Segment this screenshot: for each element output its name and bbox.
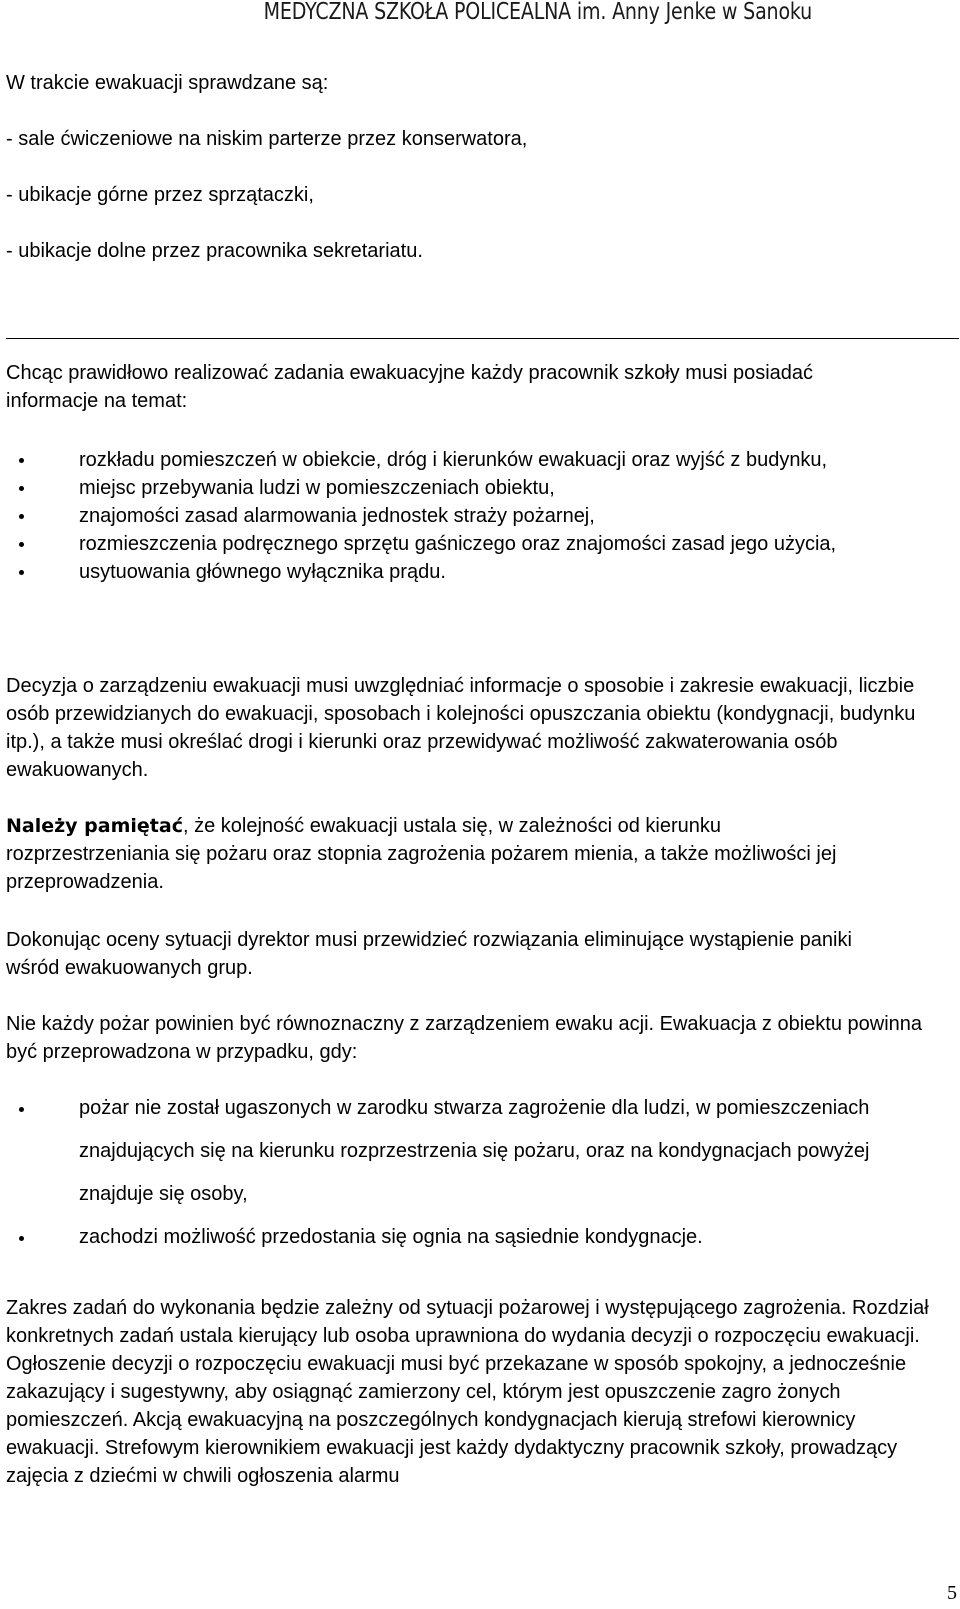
section1-item: - ubikacje górne przez sprzątaczki,	[6, 184, 314, 206]
remember-emphasis: Należy pamiętać	[6, 815, 183, 837]
remember-paragraph	[6, 812, 886, 896]
list-item: rozmieszczenia podręcznego sprzętu gaśniczego oraz znajomości zasad jego użycia,	[6, 530, 936, 558]
list-item: zachodzi możliwość przedostania się ognia na sąsiednie kondygnacje.	[6, 1216, 876, 1259]
list-item: miejsc przebywania ludzi w pomieszczeniach obiektu,	[6, 474, 936, 502]
section1-intro: W trakcie ewakuacji sprawdzane są:	[6, 72, 329, 94]
decision-paragraph: Decyzja o zarządzeniu ewakuacji musi uwzględniać informacje o sposobie i zakresie ewakuacji, liczbie osób przewidzianych do ewakuacji, sposobach i kolejności opuszczania obiektu (kondygnacji, budynku itp.), a także musi określać drogi i kierunki oraz przewidywać możliwość zakwaterowania osób ewakuowanych.	[6, 675, 916, 781]
section1-item: - sale ćwiczeniowe na niskim parterze przez konserwatora,	[6, 128, 528, 150]
not-every-fire-paragraph: Nie każdy pożar powinien być równoznaczny z zarządzeniem ewaku acji. Ewakuacja z obiektu powinna być przeprowadzona w przypadku, gdy:	[6, 1013, 923, 1063]
horizontal-divider	[6, 338, 959, 339]
list-item: znajomości zasad alarmowania jednostek straży pożarnej,	[6, 502, 936, 530]
section1-item: - ubikacje dolne przez pracownika sekretariatu.	[6, 240, 423, 262]
director-paragraph: Dokonując oceny sytuacji dyrektor musi przewidzieć rozwiązania eliminujące wystąpienie paniki wśród ewakuowanych grup.	[6, 929, 852, 979]
evacuation-cases-list	[6, 1087, 876, 1259]
list-item: usytuowania głównego wyłącznika prądu.	[6, 558, 936, 586]
page-header	[0, 0, 960, 30]
scope-paragraph: Zakres zadań do wykonania będzie zależny od sytuacji pożarowej i występującego zagrożenia. Rozdział konkretnych zadań ustala kierujący lub osoba uprawniona do wydania decyzji o rozpoczęciu ewakuacji. Ogłoszenie decyzji o rozpoczęciu ewakuacji musi być przekazane w sposób spokojny, a jednocześnie zakazujący i sugestywny, aby osiągnąć zamierzony cel, którym jest opuszczenie zagro żonych pomieszczeń. Akcją ewakuacyjną na poszczególnych kondygnacjach kierują strefowi kierownicy ewakuacji. Strefowym kierownikiem ewakuacji jest każdy dydaktyczny pracownik szkoły, prowadzący zajęcia z dziećmi w chwili ogłoszenia alarmu	[6, 1297, 929, 1487]
section2-intro: Chcąc prawidłowo realizować zadania ewakuacyjne każdy pracownik szkoły musi posiadać informacje na temat:	[6, 362, 814, 412]
knowledge-list	[6, 446, 936, 586]
remember-text: , że kolejność ewakuacji ustala się, w zależności od kierunku rozprzestrzeniania się pożaru oraz stopnia zagrożenia pożarem mienia, a także możliwości jej przeprowadzenia.	[6, 815, 837, 893]
header-title: MEDYCZNA SZKOŁA POLICEALNA im. Anny Jenke w Sanoku	[263, 0, 812, 25]
list-item: pożar nie został ugaszonych w zarodku stwarza zagrożenie dla ludzi, w pomieszczeniach znajdujących się na kierunku rozprzestrzenia się pożaru, oraz na kondygnacjach powyżej znajduje się osoby,	[6, 1087, 876, 1216]
page-number: 5	[947, 1582, 957, 1604]
list-item: rozkładu pomieszczeń w obiekcie, dróg i kierunków ewakuacji oraz wyjść z budynku,	[6, 446, 936, 474]
